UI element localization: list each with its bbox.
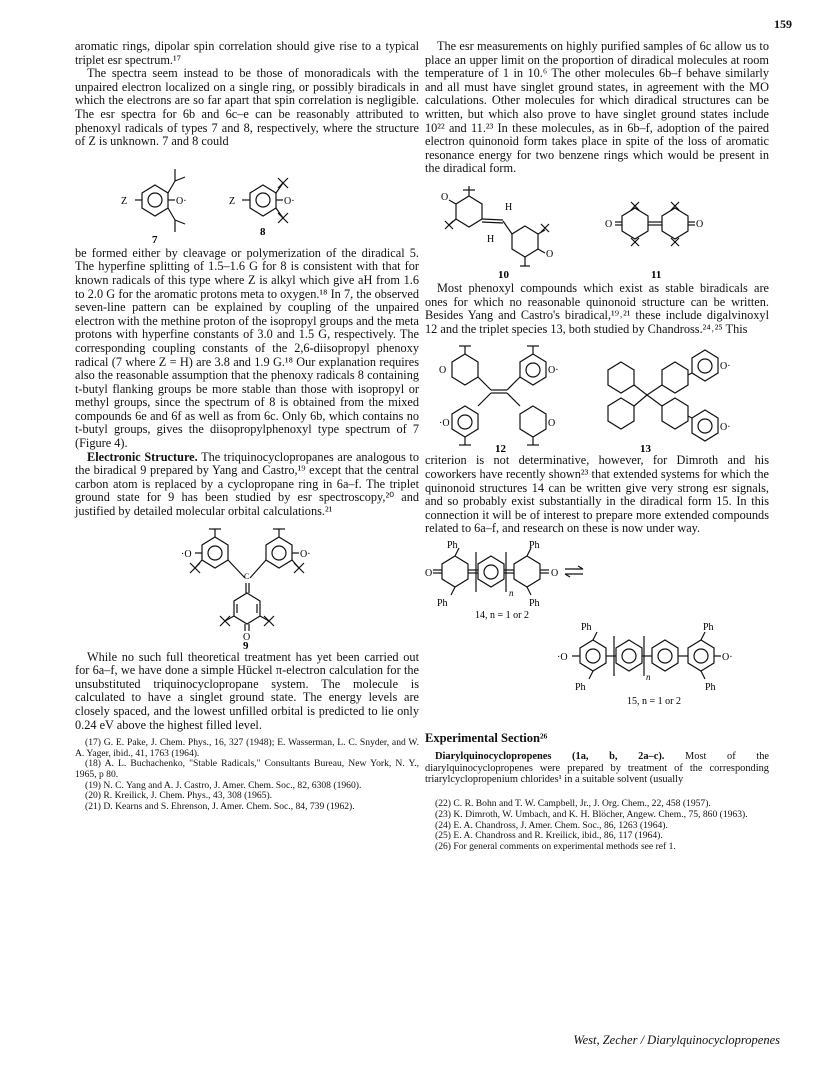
repeat-n-label: n [646, 671, 651, 682]
footnote: (20) R. Kreilick, J. Chem. Phys., 43, 308 (1965). [85, 790, 273, 802]
footnote: (23) K. Dimroth, W. Umbach, and K. H. Blöcher, Angew. Chem., 75, 860 (1963). [435, 808, 748, 820]
right-column [425, 40, 769, 852]
paragraph: The triquinocyclopropanes are analogous to the biradical 9 prepared by Yang and Castro,¹⁹ except that the central carbon atom is replaced by a cyclopropane ring in 6a–f. The triplet ground state for 9 has been studied by esr spectroscopy,²⁰ and justified by detailed molecular orbital calculations.²¹ [75, 449, 419, 519]
oxyl-label: ·O [557, 651, 568, 663]
footnote: (17) G. E. Pake, J. Chem. Phys., 16, 327 (1948); E. Wasserman, L. C. Snyder, and W. A. Yager, ibid., 41, 1763 (1964). [75, 737, 419, 759]
running-footer: West, Zecher / Diarylquinocyclopropenes [573, 1033, 780, 1047]
oxygen-label: O [696, 218, 704, 230]
footnote: (21) D. Kearns and S. Ehrenson, J. Amer. Chem. Soc., 84, 739 (1962). [85, 800, 355, 812]
phenyl-label: Ph [703, 621, 714, 633]
phenyl-label: Ph [529, 597, 540, 609]
paragraph: Most phenoxyl compounds which exist as stable biradicals are ones for which no reasonable quinonoid structure can be written. Besides Yang and Castro's biradical,¹⁹˒²¹ these include digalvinoxyl 12 and the triplet species 13, both studied by Chandross.²⁴˒²⁵ This [425, 280, 769, 336]
footnote: (22) C. R. Bohn and T. W. Campbell, Jr., J. Org. Chem., 22, 458 (1957). [435, 798, 711, 810]
paragraph: criterion is not determinative, however, for Dimroth and his coworkers have recently shown²³ that extended systems for which the quinonoid structures 14 can be written give very strong esr signals, and so probably exist substantially in the diradical form 15. In this connection it will be of interest to prepare more extended compounds related to 6a–f, and research on these is now under way. [425, 453, 769, 536]
experimental-subheading: Diarylquinocyclopropenes (1a, b, 2a–c). [435, 751, 665, 763]
structures-7-8 [75, 153, 419, 245]
hydrogen-label: H [505, 201, 513, 213]
paragraph: be formed either by cleavage or polymerization of the diradical 5. The hyperfine splitting of 1.5–1.6 G for 8 is consistent with that for known radicals of this type where Z is alkyl which give aH from 1.6 to 2.0 G for the aromatic protons meta to oxygen.¹⁸ In 7, the observed seven-line pattern can be explained by coupling of the unpaired electron with the methine proton of the isopropyl groups and the meta protons with hyperfine constants of 3.0 and 1.5 G, respectively. The corresponding coupling constants of the 2,6-diisopropyl phenoxy radical (7 where Z = H) are 3.8 and 1.9 G.¹⁸ Our explanation requires also the reasonable assumption that the phenoxy radicals 8 containing t-butyl flanking groups be more stable than those with isopropyl or methyl groups, since the spectrum of 8 is obtained from the mixed compounds 6e and 6f as well as from 6c. Only 6b, which contains no t-butyl groups, gives the diisopropylphenoxyl type spectrum of 7 (Figure 4). [75, 245, 419, 451]
oxyl-label: ·O [439, 418, 450, 430]
structure-12-13-drawing [425, 340, 769, 452]
hydrogen-label: H [487, 233, 495, 245]
phenyl-label: Ph [447, 539, 458, 551]
experimental-section-heading: Experimental Section²⁶ [425, 730, 548, 745]
compound-number-14: 14, n = 1 or 2 [475, 609, 529, 621]
structures-12-13 [425, 340, 769, 452]
oxygen-label: O [425, 567, 433, 579]
compound-number-8: 8 [260, 225, 266, 238]
compound-number-12: 12 [495, 443, 506, 453]
structure-7-8-drawing [75, 153, 419, 245]
paragraph: While no such full theoretical treatment has yet been carried out for 6a–f, we have done a simple Hückel π-electron calculation for the unsubstituted triquinocyclopropane system. The molecule is calculated to have a singlet ground state. The energy levels are closely spaced, and the lowest unfilled orbital is predicted to lie only 0.24 eV above the highest filled level. [75, 649, 419, 732]
structures-10-11 [425, 180, 769, 280]
compound-number-11: 11 [651, 268, 662, 280]
oxyl-label: O· [720, 361, 731, 373]
oxyl-label: O· [176, 195, 187, 207]
footnote: (25) E. A. Chandross and R. Kreilick, ibid., 86, 117 (1964). [435, 830, 663, 842]
page-number: 159 [774, 17, 792, 31]
compound-number-13: 13 [640, 443, 651, 453]
footnote: (19) N. C. Yang and A. J. Castro, J. Amer. Chem. Soc., 82, 6308 (1960). [85, 779, 362, 791]
carbon-label: C [244, 571, 250, 581]
oxygen-label: O [548, 418, 556, 430]
section-heading-electronic-structure: Electronic Structure. [87, 449, 198, 464]
structures-14-15 [425, 540, 769, 718]
oxyl-label: O· [720, 422, 731, 434]
footnotes-left [75, 738, 419, 812]
phenyl-label: Ph [575, 681, 586, 693]
footnote: (24) E. A. Chandross, J. Amer. Chem. Soc., 86, 1263 (1964). [435, 819, 668, 831]
structure-9 [75, 523, 419, 649]
oxygen-label: O [546, 248, 554, 260]
oxyl-label: ·O [181, 548, 192, 560]
footnotes-right [425, 799, 769, 852]
left-column [75, 40, 419, 812]
oxyl-label: O· [284, 195, 295, 207]
oxygen-label: O [243, 631, 251, 643]
compound-number-15: 15, n = 1 or 2 [627, 695, 681, 707]
footnote: (26) For general comments on experimental methods see ref 1. [435, 840, 676, 852]
z-label: Z [229, 195, 236, 207]
oxygen-label: O [441, 191, 449, 203]
phenyl-label: Ph [437, 597, 448, 609]
z-label: Z [121, 195, 128, 207]
oxygen-label: O [439, 365, 447, 377]
compound-number-7: 7 [152, 233, 158, 245]
footnote: (18) A. L. Buchachenko, "Stable Radicals," Consultants Bureau, New York, N. Y., 1965, p 80. [75, 758, 419, 780]
paragraph: The esr measurements on highly purified samples of 6c allow us to place an upper limit on the proportion of diradical molecules at room temperature of 1 in 10.⁶ The other molecules 6b–f behave similarly and all must have singlet ground states, in agreement with the MO calculations. Other molecules for which diradical structures can be written, but which also prove to have singlet ground states include 10²² and 11.²³ In these molecules, as in 6b–f, adoption of the paired electron quinonoid form takes place in spite of the loss of aromatic resonance energy for two benzene rings which would be present in the diradical form. [425, 39, 769, 176]
phenyl-label: Ph [529, 539, 540, 551]
oxyl-label: O· [548, 365, 559, 377]
oxyl-label: O· [300, 548, 311, 560]
phenyl-label: Ph [705, 681, 716, 693]
phenyl-label: Ph [581, 621, 592, 633]
experimental-text: Most of the diarylquinocyclopropenes were prepared by treatment of the corresponding triarylcyclopropenium chlorides¹ in a suitable solvent (usually [425, 751, 769, 786]
oxygen-label: O [605, 218, 613, 230]
paragraph: aromatic rings, dipolar spin correlation should give rise to a typical triplet esr spectrum.¹⁷ [75, 39, 419, 67]
compound-number-9: 9 [243, 639, 249, 649]
structure-9-drawing [75, 523, 419, 649]
compound-number-10: 10 [498, 268, 509, 280]
structure-14-15-drawing [425, 540, 769, 718]
oxygen-label: O [551, 567, 559, 579]
oxyl-label: O· [722, 651, 733, 663]
structure-10-11-drawing [425, 180, 769, 280]
repeat-n-label: n [509, 587, 514, 598]
paragraph: The spectra seem instead to be those of monoradicals with the unpaired electron localized on a single ring, or possibly biradicals in which the electrons are so far apart that spin correlation is negligible. The esr spectra for 6b and 6c–e can be reasonably attributed to phenoxyl radicals of types 7 and 8, respectively, where the structure of Z is unknown. 7 and 8 could [75, 66, 419, 149]
